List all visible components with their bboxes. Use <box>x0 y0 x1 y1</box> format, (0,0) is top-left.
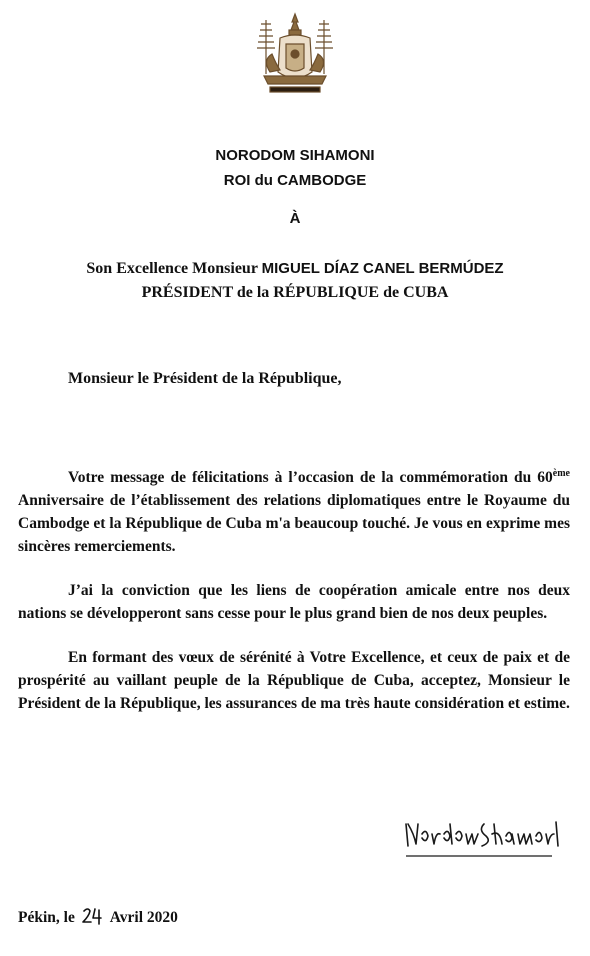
handwritten-signature-icon <box>400 810 562 862</box>
recipient-block <box>0 257 590 305</box>
handwritten-day <box>81 906 105 926</box>
addressee-marker: À <box>289 210 301 227</box>
paragraph-1-text-b: Anniversaire de l’établissement des relations diplomatiques entre le Royaume du Cambodge et la République de Cuba m'a beaucoup touché. Je vous en exprime mes sincères remerciements. <box>18 492 570 555</box>
place-and-date <box>18 906 178 927</box>
letter-body <box>18 466 570 736</box>
salutation: Monsieur le Président de la République, <box>68 370 342 387</box>
recipient-title: PRÉSIDENT de la RÉPUBLIQUE de CUBA <box>141 284 449 301</box>
recipient-name: MIGUEL DÍAZ CANEL BERMÚDEZ <box>261 260 504 277</box>
place-prefix: Pékin, le <box>18 909 79 926</box>
recipient-prefix: Son Excellence Monsieur <box>86 260 262 277</box>
sender-title: ROI du CAMBODGE <box>223 172 367 189</box>
paragraph-1-text-a: Votre message de félicitations à l’occasion de la commémoration du 60 <box>68 469 553 486</box>
paragraph-3: En formant des vœux de sérénité à Votre Excellence, et ceux de paix et de prospérité au vaillant peuple de la République de Cuba, acceptez, Monsieur le Président de la République, les assurances de ma très haute considération et estime. <box>18 649 570 712</box>
sender-block <box>0 143 590 193</box>
paragraph-2: J’ai la conviction que les liens de coopération amicale entre nos deux nations se développeront sans cesse pour le plus grand bien de nos deux peuples. <box>18 582 570 622</box>
ordinal-suffix: ème <box>552 467 570 479</box>
date-suffix: Avril 2020 <box>106 909 178 926</box>
royal-coat-of-arms-icon <box>252 12 338 96</box>
paragraph-1 <box>18 466 570 558</box>
sender-name: NORODOM SIHAMONI <box>215 147 375 164</box>
recipient-line <box>0 257 590 281</box>
